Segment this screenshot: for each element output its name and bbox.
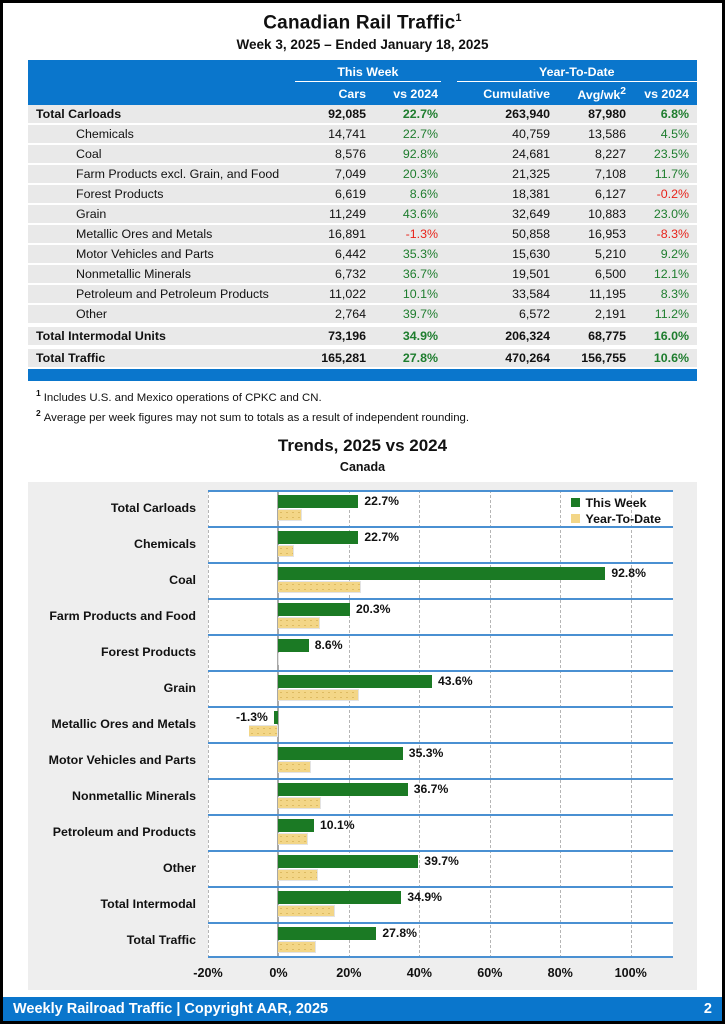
row-name: Total Traffic — [36, 351, 106, 366]
legend-item — [571, 495, 661, 511]
bar-this-week — [278, 747, 402, 760]
footnote — [36, 408, 722, 424]
band-separator — [208, 634, 673, 636]
x-axis-tick-label: 0% — [269, 965, 288, 980]
ytd-vs2024-value: -0.2% — [656, 187, 689, 202]
category-label: Metallic Ores and Metals — [51, 716, 196, 731]
cars-value: 6,619 — [334, 187, 366, 202]
avg-per-week-value: 5,210 — [594, 247, 626, 262]
chart-plot-area — [208, 490, 673, 958]
x-axis-tick-label: 100% — [614, 965, 647, 980]
band-separator — [208, 490, 673, 492]
category-label: Motor Vehicles and Parts — [48, 752, 196, 767]
band-separator — [208, 886, 673, 888]
week-vs2024-value: 20.3% — [402, 167, 438, 182]
footnote-marker: 1 — [36, 388, 41, 399]
cumulative-value: 263,940 — [505, 107, 550, 122]
category-label: Nonmetallic Minerals — [72, 788, 196, 803]
category-label: Petroleum and Products — [52, 824, 196, 839]
band-separator — [208, 742, 673, 744]
cars-value: 73,196 — [328, 329, 366, 344]
row-name: Nonmetallic Minerals — [76, 267, 191, 282]
week-vs2024-value: 22.7% — [402, 127, 438, 142]
ytd-vs2024-value: 11.2% — [654, 307, 689, 322]
ytd-vs2024-value: -8.3% — [656, 227, 689, 242]
table-row — [28, 165, 697, 183]
table-row — [28, 185, 697, 203]
page-title-text: Canadian Rail Traffic — [263, 12, 456, 34]
avg-per-week-value: 7,108 — [594, 167, 626, 182]
ytd-vs2024-value: 23.5% — [653, 147, 689, 162]
row-name: Total Intermodal Units — [36, 329, 166, 344]
row-name: Chemicals — [76, 127, 134, 142]
bar-year-to-date — [278, 833, 307, 845]
footer-bar — [3, 997, 722, 1021]
bar-value-label: -1.3% — [236, 709, 268, 724]
bar-year-to-date — [278, 653, 279, 665]
ytd-vs2024-value: 11.7% — [654, 167, 689, 182]
traffic-table — [28, 60, 697, 367]
table-row — [28, 245, 697, 263]
bar-value-label: 39.7% — [424, 853, 459, 868]
x-axis-tick-label: 20% — [336, 965, 362, 980]
x-axis-tick-label: 80% — [547, 965, 573, 980]
bar-year-to-date — [278, 545, 294, 557]
category-label: Total Carloads — [110, 500, 196, 515]
footnote-text: Includes U.S. and Mexico operations of CPKC and CN. — [43, 392, 322, 405]
cars-value: 2,764 — [334, 307, 366, 322]
x-axis-tick-label: 40% — [406, 965, 432, 980]
bar-this-week — [278, 531, 358, 544]
cumulative-value: 50,858 — [512, 227, 550, 242]
avg-per-week-value: 13,586 — [588, 127, 626, 142]
table-row — [28, 305, 697, 323]
col-header-vs2024-ytd: vs 2024 — [644, 86, 689, 101]
legend-label: This Week — [585, 495, 647, 510]
bar-this-week — [278, 603, 350, 616]
band-separator — [208, 562, 673, 564]
band-separator — [208, 922, 673, 924]
table-row — [28, 145, 697, 163]
table-row — [28, 285, 697, 303]
col-header-vs2024-week: vs 2024 — [393, 86, 438, 101]
cars-value: 11,022 — [329, 287, 366, 302]
cumulative-value: 18,381 — [512, 187, 550, 202]
bar-this-week — [278, 927, 376, 940]
bar-this-week — [278, 639, 308, 652]
bar-this-week — [278, 783, 407, 796]
cars-value: 6,442 — [334, 247, 366, 262]
ytd-vs2024-value: 12.1% — [653, 267, 689, 282]
ytd-vs2024-value: 10.6% — [653, 351, 689, 366]
page-subtitle: Week 3, 2025 – Ended January 18, 2025 — [236, 37, 489, 53]
week-vs2024-value: 34.9% — [402, 329, 438, 344]
row-name: Petroleum and Petroleum Products — [76, 287, 269, 302]
bar-year-to-date — [249, 725, 278, 737]
bar-this-week — [278, 495, 358, 508]
bar-year-to-date — [278, 581, 361, 593]
table-column-header-row — [28, 82, 697, 105]
cars-value: 11,249 — [329, 207, 366, 222]
bar-this-week — [278, 891, 401, 904]
cumulative-value: 19,501 — [512, 267, 550, 282]
cumulative-value: 15,630 — [512, 247, 550, 262]
week-vs2024-value: 43.6% — [402, 207, 438, 222]
cumulative-value: 32,649 — [512, 207, 550, 222]
category-label: Total Intermodal — [100, 896, 196, 911]
cumulative-value: 24,681 — [512, 147, 550, 162]
cumulative-value: 21,325 — [512, 167, 550, 182]
row-name: Motor Vehicles and Parts — [76, 247, 214, 262]
row-name: Coal — [76, 147, 102, 162]
table-row — [28, 327, 697, 345]
ytd-vs2024-value: 6.8% — [660, 107, 689, 122]
legend-item — [571, 511, 661, 527]
table-row — [28, 349, 697, 367]
avg-per-week-value: 6,127 — [594, 187, 626, 202]
bar-value-label: 20.3% — [355, 601, 391, 616]
table-header — [28, 60, 697, 105]
bar-value-label: 34.9% — [407, 889, 442, 904]
chart-subtitle: Canada — [339, 459, 386, 474]
cumulative-value: 40,759 — [512, 127, 550, 142]
week-vs2024-value: 35.3% — [402, 247, 438, 262]
avg-per-week-value: 156,755 — [581, 351, 626, 366]
avgwk-label: Avg/wk — [577, 87, 621, 102]
ytd-vs2024-value: 9.2% — [660, 247, 689, 262]
chart-x-axis — [193, 962, 673, 986]
legend-swatch-year-to-date — [571, 514, 580, 523]
table-group-header-row — [28, 60, 697, 82]
category-label: Total Traffic — [126, 932, 196, 947]
table-row — [28, 265, 697, 283]
bar-this-week — [278, 567, 605, 580]
row-name: Metallic Ores and Metals — [76, 227, 213, 242]
row-name: Other — [76, 307, 107, 322]
band-separator — [208, 850, 673, 852]
category-label: Forest Products — [100, 644, 196, 659]
cars-value: 92,085 — [328, 107, 366, 122]
avg-per-week-value: 11,195 — [589, 287, 626, 302]
title-footnote-marker: 1 — [455, 12, 462, 24]
row-name: Forest Products — [76, 187, 164, 202]
legend-swatch-this-week — [571, 498, 580, 507]
footer-text: Weekly Railroad Traffic | Copyright AAR, 2025 — [13, 1001, 329, 1017]
week-vs2024-value: 36.7% — [402, 267, 438, 282]
bar-year-to-date — [278, 869, 317, 881]
bar-value-label: 22.7% — [364, 529, 399, 544]
bar-year-to-date — [278, 941, 315, 953]
cars-value: 7,049 — [334, 167, 366, 182]
col-header-cumulative: Cumulative — [483, 86, 550, 101]
week-vs2024-value: 27.8% — [402, 351, 438, 366]
bar-year-to-date — [278, 689, 359, 701]
avg-per-week-value: 10,883 — [588, 207, 626, 222]
chart-category-labels — [28, 490, 208, 958]
cars-value: 165,281 — [321, 351, 366, 366]
ytd-vs2024-value: 16.0% — [653, 329, 689, 344]
row-name: Farm Products excl. Grain, and Food — [76, 167, 280, 182]
bar-value-label: 27.8% — [382, 925, 417, 940]
cars-value: 8,576 — [334, 147, 366, 162]
table-body — [28, 105, 697, 367]
bar-year-to-date — [278, 797, 321, 809]
chart-title: Trends, 2025 vs 2024 — [277, 435, 448, 455]
ytd-vs2024-value: 8.3% — [660, 287, 689, 302]
bar-this-week — [278, 855, 418, 868]
week-vs2024-value: 10.1% — [402, 287, 438, 302]
table-row — [28, 205, 697, 223]
band-separator — [208, 598, 673, 600]
avg-per-week-value: 2,191 — [594, 307, 626, 322]
bar-year-to-date — [278, 761, 310, 773]
cumulative-value: 470,264 — [505, 351, 550, 366]
row-name: Total Carloads — [36, 107, 122, 122]
bar-this-week — [274, 711, 279, 724]
cumulative-value: 206,324 — [505, 329, 550, 344]
bar-value-label: 35.3% — [408, 745, 444, 760]
cumulative-value: 33,584 — [512, 287, 550, 302]
avg-per-week-value: 8,227 — [594, 147, 626, 162]
bar-year-to-date — [278, 905, 334, 917]
ytd-vs2024-value: 23.0% — [653, 207, 689, 222]
avg-per-week-value: 16,953 — [588, 227, 626, 242]
bar-value-label: 36.7% — [413, 781, 449, 796]
footnote-text: Average per week figures may not sum to totals as a result of independent rounding. — [43, 411, 470, 424]
cumulative-value: 6,572 — [518, 307, 550, 322]
week-vs2024-value: 39.7% — [402, 307, 438, 322]
band-separator — [208, 956, 673, 958]
week-vs2024-value: 8.6% — [409, 187, 438, 202]
bar-value-label: 43.6% — [438, 673, 473, 688]
x-axis-tick-label: -20% — [193, 965, 223, 980]
page-title — [3, 12, 722, 34]
trend-chart — [28, 482, 697, 990]
table-bottom-rule — [28, 369, 697, 381]
table-row — [28, 225, 697, 243]
week-vs2024-value: -1.3% — [405, 227, 438, 242]
band-separator — [208, 814, 673, 816]
band-separator — [208, 706, 673, 708]
bar-year-to-date — [278, 509, 302, 521]
row-name: Grain — [76, 207, 107, 222]
footnote-marker: 2 — [36, 408, 41, 419]
chart-legend — [571, 495, 661, 527]
group-header-this-week: This Week — [295, 65, 440, 82]
cars-value: 14,741 — [328, 127, 366, 142]
group-header-year-to-date: Year-To-Date — [457, 65, 698, 82]
x-axis-tick-label: 60% — [477, 965, 503, 980]
table-row — [28, 105, 697, 123]
category-label: Chemicals — [134, 536, 196, 551]
bar-value-label: 10.1% — [320, 817, 355, 832]
category-label: Farm Products and Food — [49, 608, 196, 623]
bar-this-week — [278, 675, 432, 688]
avgwk-footnote-marker: 2 — [620, 85, 626, 97]
avg-per-week-value: 87,980 — [588, 107, 626, 122]
band-separator — [208, 778, 673, 780]
avg-per-week-value: 6,500 — [594, 267, 626, 282]
bar-this-week — [278, 819, 314, 832]
table-row — [28, 125, 697, 143]
col-header-avg-per-week — [556, 86, 632, 102]
cars-value: 16,891 — [328, 227, 366, 242]
category-label: Other — [162, 860, 196, 875]
page-number: 2 — [703, 1001, 712, 1017]
avg-per-week-value: 68,775 — [588, 329, 626, 344]
legend-label: Year-To-Date — [585, 511, 661, 526]
ytd-vs2024-value: 4.5% — [660, 127, 689, 142]
footnote — [36, 388, 722, 404]
category-label: Coal — [169, 572, 196, 587]
bar-value-label: 22.7% — [364, 493, 399, 508]
band-separator — [208, 670, 673, 672]
cars-value: 6,732 — [334, 267, 366, 282]
bar-year-to-date — [278, 617, 319, 629]
bar-value-label: 8.6% — [314, 637, 343, 652]
week-vs2024-value: 92.8% — [402, 147, 438, 162]
bar-value-label: 92.8% — [611, 565, 646, 580]
footnotes — [36, 388, 722, 424]
col-header-cars: Cars — [338, 86, 366, 101]
category-label: Grain — [163, 680, 196, 695]
week-vs2024-value: 22.7% — [402, 107, 438, 122]
